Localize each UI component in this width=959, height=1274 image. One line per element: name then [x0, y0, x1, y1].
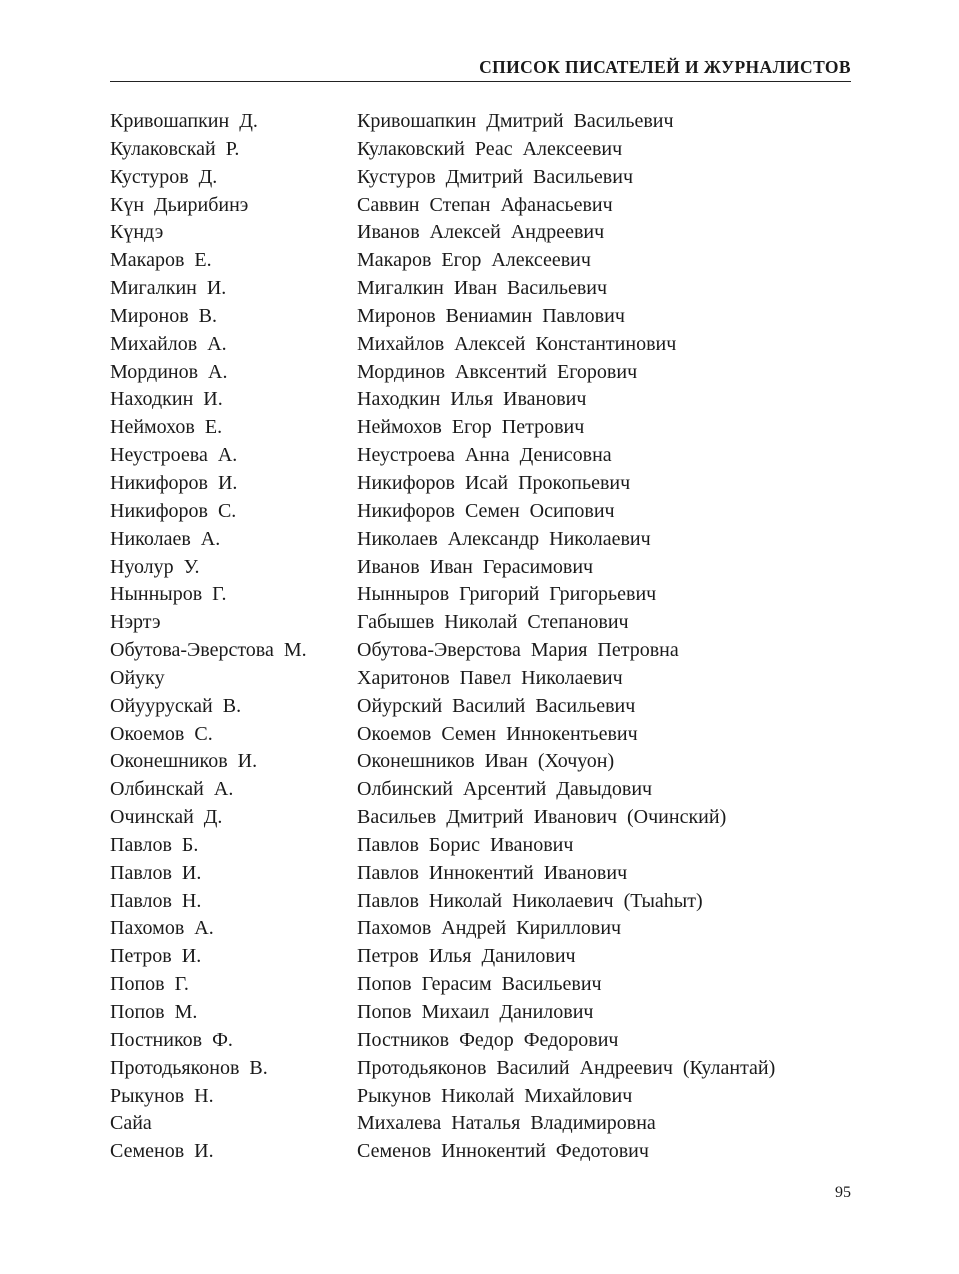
page-number: 95 [835, 1184, 851, 1201]
full-name-text: Рыкунов Николай Михайлович [357, 1084, 633, 1107]
pseudonym-text: Никифоров С. [110, 499, 237, 522]
list-item [110, 442, 851, 470]
full-name-text: Попов Михаил Данилович [357, 1001, 594, 1023]
list-item [110, 943, 851, 971]
pseudonym-text: Постников Ф. [110, 1028, 233, 1051]
full-name-text: Никифоров Исай Прокопьевич [357, 471, 631, 494]
list-item [110, 526, 851, 554]
pseudonym-text: Окоемов С. [110, 722, 213, 745]
pseudonym-text: Неустроева А. [110, 444, 238, 467]
pseudonym-text: Кустуров Д. [110, 165, 218, 188]
list-item [110, 219, 851, 247]
pseudonym-text: Павлов И. [110, 861, 202, 884]
pseudonym-text: Күн Дьирибинэ [110, 193, 249, 216]
full-name-text: Оконешников Иван (Хочуон) [357, 750, 615, 773]
pseudonym-text: Ойуурускай В. [110, 694, 242, 717]
list-item [110, 665, 851, 693]
pseudonym-text: Нэртэ [110, 611, 161, 634]
full-name-text: Мигалкин Иван Васильевич [357, 277, 608, 300]
list-item [110, 804, 851, 832]
pseudonym-text: Михайлов А. [110, 332, 227, 355]
full-name-text: Павлов Николай Николаевич (Тыаһыт) [357, 889, 703, 912]
list-item [110, 275, 851, 303]
list-item [110, 554, 851, 582]
pseudonym-text: Находкин И. [110, 388, 223, 411]
full-name-text: Олбинский Арсентий Давыдович [357, 778, 653, 801]
full-name-text: Иванов Алексей Андреевич [357, 221, 605, 244]
pseudonym-text: Ойуку [110, 666, 165, 689]
full-name-text: Саввин Степан Афанасьевич [357, 193, 613, 216]
full-name-text: Протодьяконов Василий Андреевич (Кулантай) [357, 1056, 776, 1079]
full-name-text: Николаев Александр Николаевич [357, 527, 651, 550]
list-item [110, 470, 851, 498]
pseudonym-text: Мигалкин И. [110, 277, 227, 300]
full-name-text: Михайлов Алексей Константинович [357, 332, 677, 355]
full-name-text: Миронов Вениамин Павлович [357, 304, 625, 327]
header-rule [110, 81, 851, 82]
full-name-text: Кривошапкин Дмитрий Васильевич [357, 110, 674, 132]
pseudonym-text: Попов М. [110, 1001, 198, 1023]
pseudonym-text: Кулаковскай Р. [110, 137, 240, 160]
pseudonym-text: Пахомов А. [110, 917, 214, 940]
list-item [110, 386, 851, 414]
pseudonym-text: Оконешников И. [110, 750, 258, 773]
full-name-text: Макаров Егор Алексеевич [357, 249, 591, 272]
pseudonym-text: Обутова-Эверстова М. [110, 639, 307, 662]
list-item [110, 192, 851, 220]
full-name-text: Михалева Наталья Владимировна [357, 1112, 656, 1135]
pseudonym-text: Мординов А. [110, 360, 228, 383]
full-name-text: Ойурский Василий Васильевич [357, 694, 636, 717]
list-item [110, 1083, 851, 1111]
list-item [110, 164, 851, 192]
full-name-text: Павлов Борис Иванович [357, 833, 574, 856]
list-item [110, 860, 851, 888]
list-item [110, 1138, 851, 1166]
pseudonym-text: Рыкунов Н. [110, 1084, 214, 1107]
full-name-text: Харитонов Павел Николаевич [357, 666, 623, 689]
pseudonym-text: Күндэ [110, 221, 164, 244]
full-name-text: Никифоров Семен Осипович [357, 499, 615, 522]
list-item [110, 498, 851, 526]
pseudonym-text: Очинскай Д. [110, 806, 223, 829]
full-name-text: Находкин Илья Иванович [357, 388, 587, 411]
pseudonym-text: Неймохов Е. [110, 416, 223, 439]
list-item [110, 359, 851, 387]
pseudonym-text: Павлов Н. [110, 889, 202, 912]
list-item [110, 136, 851, 164]
list-item [110, 247, 851, 275]
list-item [110, 108, 851, 136]
full-name-text: Постников Федор Федорович [357, 1028, 619, 1051]
list-item [110, 888, 851, 916]
full-name-text: Попов Герасим Васильевич [357, 973, 602, 996]
full-name-text: Пахомов Андрей Кириллович [357, 917, 622, 940]
list-item [110, 414, 851, 442]
list-item [110, 331, 851, 359]
full-name-text: Габышев Николай Степанович [357, 611, 629, 634]
pseudonym-text: Макаров Е. [110, 249, 212, 272]
full-name-text: Обутова-Эверстова Мария Петровна [357, 639, 679, 662]
full-name-text: Мординов Авксентий Егорович [357, 360, 638, 383]
full-name-text: Кулаковский Реас Алексеевич [357, 137, 623, 160]
full-name-text: Павлов Иннокентий Иванович [357, 861, 628, 884]
list-item [110, 832, 851, 860]
full-name-text: Васильев Дмитрий Иванович (Очинский) [357, 806, 727, 829]
pseudonym-text: Сайа [110, 1112, 152, 1135]
pseudonym-text: Кривошапкин Д. [110, 110, 258, 132]
list-item [110, 721, 851, 749]
list-item [110, 1110, 851, 1138]
list-item [110, 776, 851, 804]
list-item [110, 971, 851, 999]
list-item [110, 1055, 851, 1083]
pseudonym-text: Нынныров Г. [110, 583, 227, 606]
full-name-text: Нынныров Григорий Григорьевич [357, 583, 657, 606]
pseudonym-text: Олбинскай А. [110, 778, 234, 801]
pseudonym-text: Семенов И. [110, 1140, 214, 1163]
full-name-text: Иванов Иван Герасимович [357, 555, 594, 578]
names-list [110, 108, 851, 1166]
list-item [110, 581, 851, 609]
pseudonym-text: Нуолур У. [110, 555, 200, 578]
list-item [110, 999, 851, 1027]
list-item [110, 915, 851, 943]
full-name-text: Кустуров Дмитрий Васильевич [357, 165, 634, 188]
full-name-text: Семенов Иннокентий Федотович [357, 1140, 649, 1163]
list-item [110, 637, 851, 665]
list-item [110, 693, 851, 721]
full-name-text: Неймохов Егор Петрович [357, 416, 585, 439]
pseudonym-text: Николаев А. [110, 527, 221, 550]
list-item [110, 1027, 851, 1055]
full-name-text: Окоемов Семен Иннокентьевич [357, 722, 638, 745]
pseudonym-text: Павлов Б. [110, 833, 199, 856]
running-head-title: СПИСОК ПИСАТЕЛЕЙ И ЖУРНАЛИСТОВ [479, 57, 851, 77]
pseudonym-text: Петров И. [110, 945, 202, 968]
list-item [110, 303, 851, 331]
full-name-text: Петров Илья Данилович [357, 945, 576, 968]
pseudonym-text: Миронов В. [110, 304, 217, 327]
pseudonym-text: Никифоров И. [110, 471, 238, 494]
full-name-text: Неустроева Анна Денисовна [357, 444, 612, 467]
pseudonym-text: Протодьяконов В. [110, 1056, 268, 1079]
pseudonym-text: Попов Г. [110, 973, 189, 996]
list-item [110, 609, 851, 637]
list-item [110, 748, 851, 776]
